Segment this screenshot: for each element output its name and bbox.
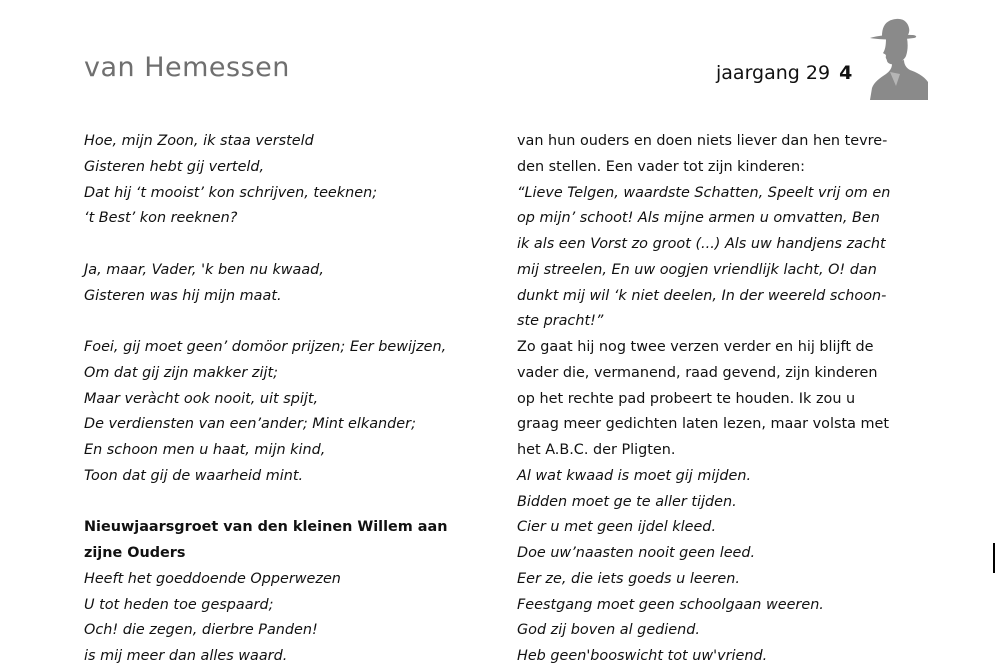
left-column-line: Och! die zegen, dierbre Panden! (84, 622, 318, 639)
left-column-line: is mij meer dan alles waard. (84, 648, 288, 664)
left-column-line (84, 232, 447, 258)
left-column-line: En schoon men u haat, mijn kind, (84, 442, 326, 458)
left-column-line: Heeft het goeddoende Opperwezen (84, 570, 341, 587)
right-column-line: van hun ouders en doen niets liever dan hen tevre- (517, 133, 888, 149)
left-column-line: Nieuwjaarsgroet van den kleinen Willem aan (84, 519, 448, 536)
right-column-line: Feestgang moet geen schoolgaan weeren. (517, 596, 824, 613)
page-title: van Hemessen (84, 52, 290, 83)
left-column (84, 129, 447, 670)
left-column-line: Dat hij ‘t mooist’ kon schrijven, teeknen; (84, 184, 378, 201)
left-column-line (84, 490, 447, 516)
right-column-line: ste pracht!” (517, 313, 604, 330)
right-column-line: Doe uw’naasten nooit geen leed. (517, 545, 756, 561)
right-column-line: op mijn’ schoot! Als mijne armen u omvatten, Ben (517, 210, 880, 227)
left-column-line: Toon dat gij de waarheid mint. (84, 467, 304, 484)
right-column-line: Cier u met geen ijdel kleed. (517, 519, 717, 536)
left-column-line: Maar veràcht ook nooit, uit spijt, (84, 390, 319, 407)
right-column-line: den stellen. Een vader tot zijn kinderen: (517, 158, 806, 175)
issue-volume: jaargang 29 (716, 62, 831, 84)
right-column (517, 129, 890, 670)
left-column-line: Gisteren was hij mijn maat. (84, 287, 282, 304)
left-column-line: U tot heden toe gespaard; (84, 596, 274, 613)
left-column-line (84, 309, 447, 335)
text-cursor (993, 543, 995, 573)
right-column-line: graag meer gedichten laten lezen, maar volsta met (517, 416, 890, 433)
right-column-line: vader die, vermanend, raad gevend, zijn kinderen (517, 364, 878, 381)
left-column-line: ‘t Best’ kon reeknen? (84, 210, 238, 227)
right-column-line: Al wat kwaad is moet gij mijden. (517, 467, 752, 484)
page-number: 4 (839, 62, 853, 84)
right-column-line: op het rechte pad probeert te houden. Ik zou u (517, 390, 856, 407)
right-column-line: Heb geen'booswicht tot uw'vriend. (517, 648, 768, 664)
right-column-line: God zij boven al gediend. (517, 622, 700, 639)
left-column-line: Om dat gij zijn makker zijt; (84, 364, 278, 381)
left-column-line: Gisteren hebt gij verteld, (84, 158, 265, 175)
right-column-line: Zo gaat hij nog twee verzen verder en hij blijft de (517, 339, 874, 355)
left-column-line: Ja, maar, Vader, 'k ben nu kwaad, (84, 261, 324, 278)
left-column-line: Foei, gij moet geen’ domöor prijzen; Eer bewijzen, (84, 339, 447, 355)
right-column-line: “Lieve Telgen, waardste Schatten, Speelt vrij om en (517, 184, 891, 201)
left-column-line: Hoe, mijn Zoon, ik staa versteld (84, 133, 314, 149)
right-column-line: het A.B.C. der Pligten. (517, 442, 676, 458)
silhouette-man-hat-icon (866, 16, 928, 100)
right-column-line: Bidden moet ge te aller tijden. (517, 493, 737, 510)
left-column-line: De verdiensten van een’ander; Mint elkander; (84, 416, 416, 433)
right-column-line: ik als een Vorst zo groot (...) Als uw handjens zacht (517, 236, 886, 252)
right-column-line: mij streelen, En uw oogjen vriendlijk lacht, O! dan (517, 261, 877, 278)
issue-label (716, 62, 852, 84)
left-column-line: zijne Ouders (84, 545, 186, 561)
right-column-line: dunkt mij wil ‘k niet deelen, In der weereld schoon- (517, 287, 887, 304)
right-column-line: Eer ze, die iets goeds u leeren. (517, 570, 740, 587)
